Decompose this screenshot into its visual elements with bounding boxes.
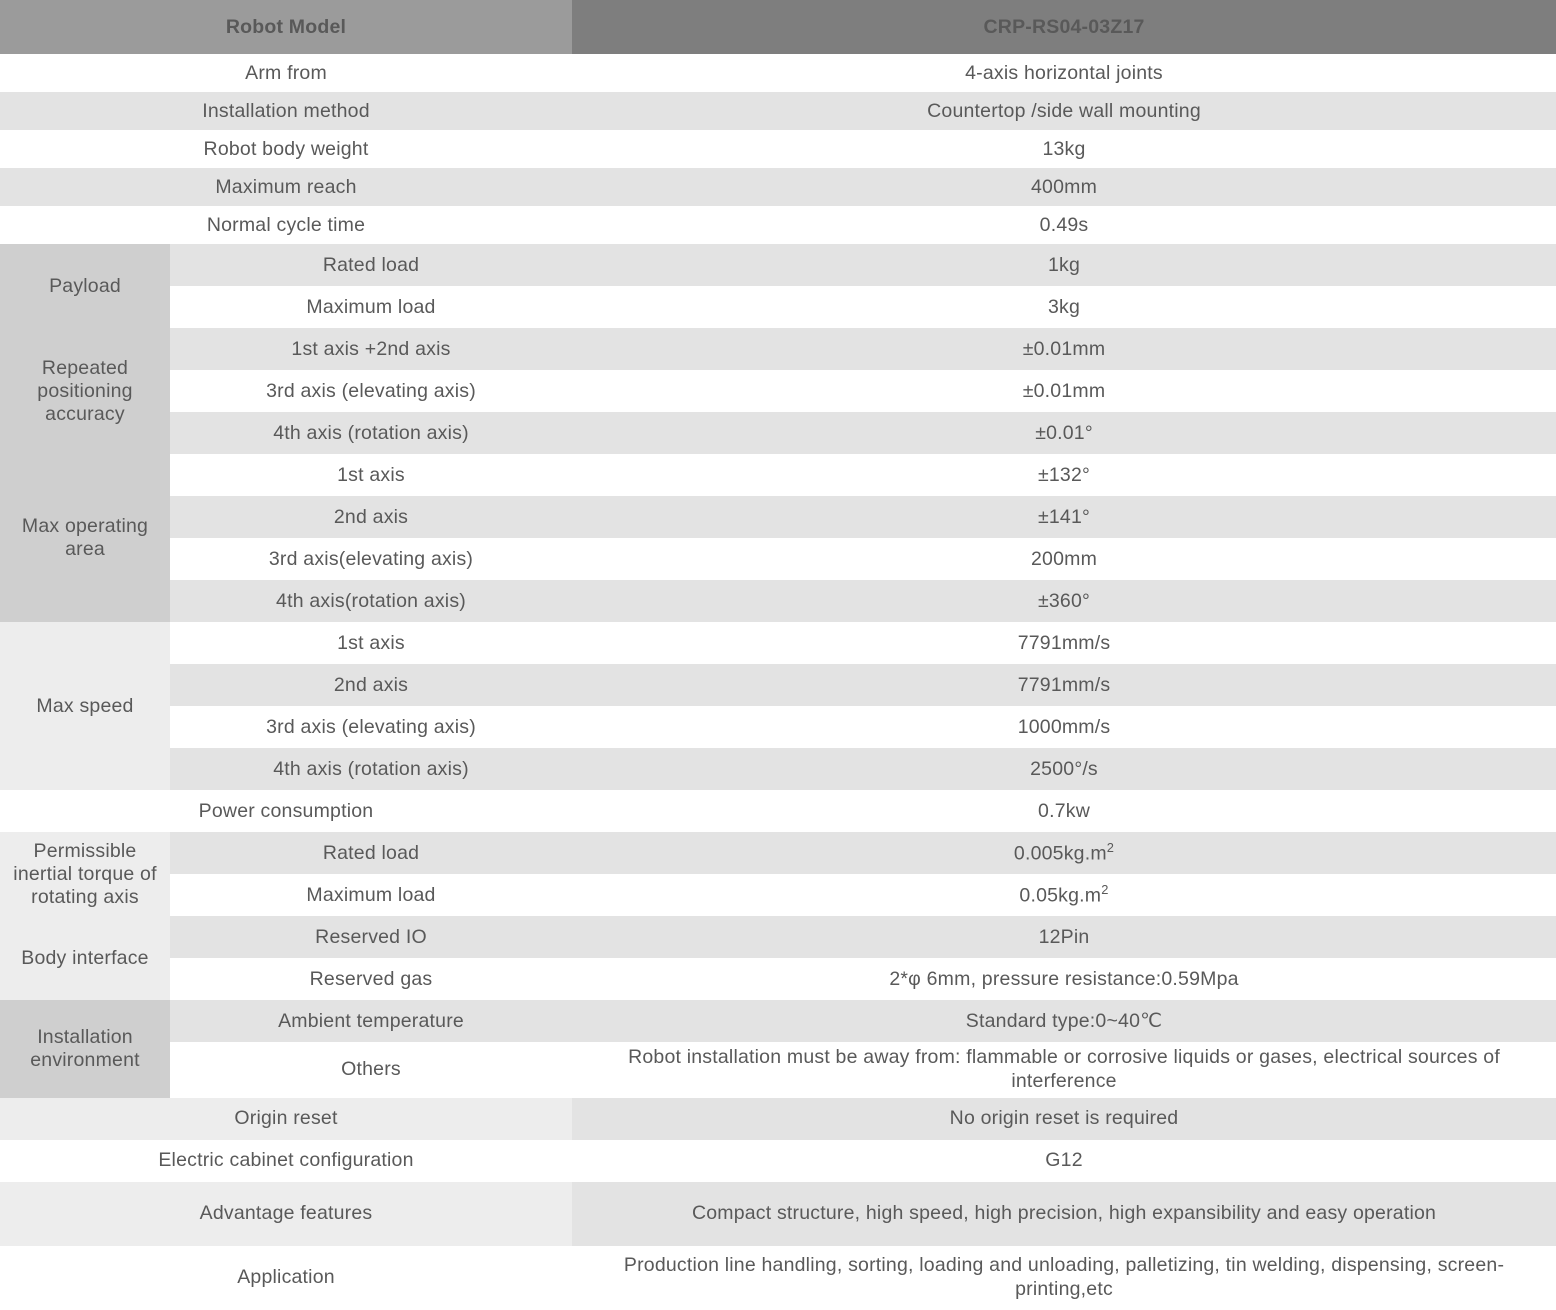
row-label: Origin reset — [0, 1098, 572, 1140]
value-text: 0.05kg.m — [1019, 884, 1102, 907]
row-value: No origin reset is required — [572, 1098, 1556, 1140]
table-row — [0, 538, 1556, 580]
group-title-max-speed: Max speed — [0, 622, 170, 790]
row-value: ±0.01mm — [572, 370, 1556, 412]
table-row — [0, 168, 1556, 206]
row-label: Maximum load — [170, 874, 572, 916]
row-label: Rated load — [170, 244, 572, 286]
row-value: 0.7kw — [572, 790, 1556, 832]
group-title-body-interface: Body interface — [0, 916, 170, 1000]
row-label: Normal cycle time — [0, 206, 572, 244]
table-row — [0, 832, 1556, 874]
row-label: Ambient temperature — [170, 1000, 572, 1042]
row-value: 200mm — [572, 538, 1556, 580]
row-value: ±141° — [572, 496, 1556, 538]
table-row — [0, 370, 1556, 412]
row-value: Compact structure, high speed, high precision, high expansibility and easy operation — [572, 1182, 1556, 1246]
row-value: ±360° — [572, 580, 1556, 622]
row-value: 2500°/s — [572, 748, 1556, 790]
table-row — [0, 706, 1556, 748]
row-value — [572, 874, 1556, 916]
table-row — [0, 1140, 1556, 1182]
row-label: Advantage features — [0, 1182, 572, 1246]
table-row — [0, 1098, 1556, 1140]
table-row — [0, 622, 1556, 664]
row-label: 3rd axis (elevating axis) — [170, 370, 572, 412]
row-label: 2nd axis — [170, 496, 572, 538]
table-row — [0, 1246, 1556, 1310]
row-label: 1st axis — [170, 622, 572, 664]
table-row — [0, 244, 1556, 286]
row-value: 400mm — [572, 168, 1556, 206]
table-row — [0, 92, 1556, 130]
table-row — [0, 664, 1556, 706]
row-label: Power consumption — [0, 790, 572, 832]
table-row — [0, 958, 1556, 1000]
row-label: Rated load — [170, 832, 572, 874]
group-title-max-operating-area: Max operating area — [0, 454, 170, 622]
table-row — [0, 874, 1556, 916]
group-title-installation-environment: Installation environment — [0, 1000, 170, 1098]
row-value: 3kg — [572, 286, 1556, 328]
row-label: Reserved IO — [170, 916, 572, 958]
table-row — [0, 496, 1556, 538]
row-value: Standard type:0~40℃ — [572, 1000, 1556, 1042]
row-label: Robot body weight — [0, 130, 572, 168]
group-title-inertial-torque: Permissible inertial torque of rotating axis — [0, 832, 170, 916]
row-label: Installation method — [0, 92, 572, 130]
row-value: G12 — [572, 1140, 1556, 1182]
row-value: 7791mm/s — [572, 664, 1556, 706]
row-label: Reserved gas — [170, 958, 572, 1000]
table-row — [0, 454, 1556, 496]
row-label: Maximum load — [170, 286, 572, 328]
row-label: Application — [0, 1246, 572, 1310]
row-value — [572, 832, 1556, 874]
row-label: 4th axis (rotation axis) — [170, 748, 572, 790]
table-row — [0, 286, 1556, 328]
row-value: ±0.01mm — [572, 328, 1556, 370]
table-row — [0, 748, 1556, 790]
row-value: 4-axis horizontal joints — [572, 54, 1556, 92]
header-label: Robot Model — [0, 0, 572, 54]
row-label: 3rd axis (elevating axis) — [170, 706, 572, 748]
row-label: Electric cabinet configuration — [0, 1140, 572, 1182]
row-value: ±132° — [572, 454, 1556, 496]
table-row — [0, 790, 1556, 832]
value-text: 0.005kg.m — [1013, 842, 1107, 865]
table-row — [0, 580, 1556, 622]
row-label: Others — [170, 1042, 572, 1098]
value-superscript: 2 — [1106, 840, 1115, 856]
table-row — [0, 206, 1556, 244]
row-value: Robot installation must be away from: flammable or corrosive liquids or gases, electrical sources of interference — [572, 1042, 1556, 1098]
row-value: 7791mm/s — [572, 622, 1556, 664]
value-superscript: 2 — [1101, 882, 1109, 898]
table-row — [0, 54, 1556, 92]
table-row — [0, 328, 1556, 370]
row-value: 1000mm/s — [572, 706, 1556, 748]
row-label: Arm from — [0, 54, 572, 92]
table-row — [0, 130, 1556, 168]
row-label: 3rd axis(elevating axis) — [170, 538, 572, 580]
table-header-row — [0, 0, 1556, 54]
table-row — [0, 1042, 1556, 1098]
table-row — [0, 1000, 1556, 1042]
group-title-repeat-accuracy: Repeated positioning accuracy — [0, 328, 170, 454]
row-value: 12Pin — [572, 916, 1556, 958]
table-row — [0, 916, 1556, 958]
row-label: 4th axis (rotation axis) — [170, 412, 572, 454]
row-value: 0.49s — [572, 206, 1556, 244]
table-row — [0, 1182, 1556, 1246]
row-value: Production line handling, sorting, loading and unloading, palletizing, tin welding, dispensing, screen-printing,etc — [572, 1246, 1556, 1310]
row-value: 13kg — [572, 130, 1556, 168]
row-label: Maximum reach — [0, 168, 572, 206]
group-title-payload: Payload — [0, 244, 170, 328]
header-value: CRP-RS04-03Z17 — [572, 0, 1556, 54]
row-label: 1st axis — [170, 454, 572, 496]
row-value: ±0.01° — [572, 412, 1556, 454]
row-value: 1kg — [572, 244, 1556, 286]
row-label: 4th axis(rotation axis) — [170, 580, 572, 622]
row-label: 2nd axis — [170, 664, 572, 706]
row-label: 1st axis +2nd axis — [170, 328, 572, 370]
table-row — [0, 412, 1556, 454]
row-value: Countertop /side wall mounting — [572, 92, 1556, 130]
row-value: 2*φ 6mm, pressure resistance:0.59Mpa — [572, 958, 1556, 1000]
